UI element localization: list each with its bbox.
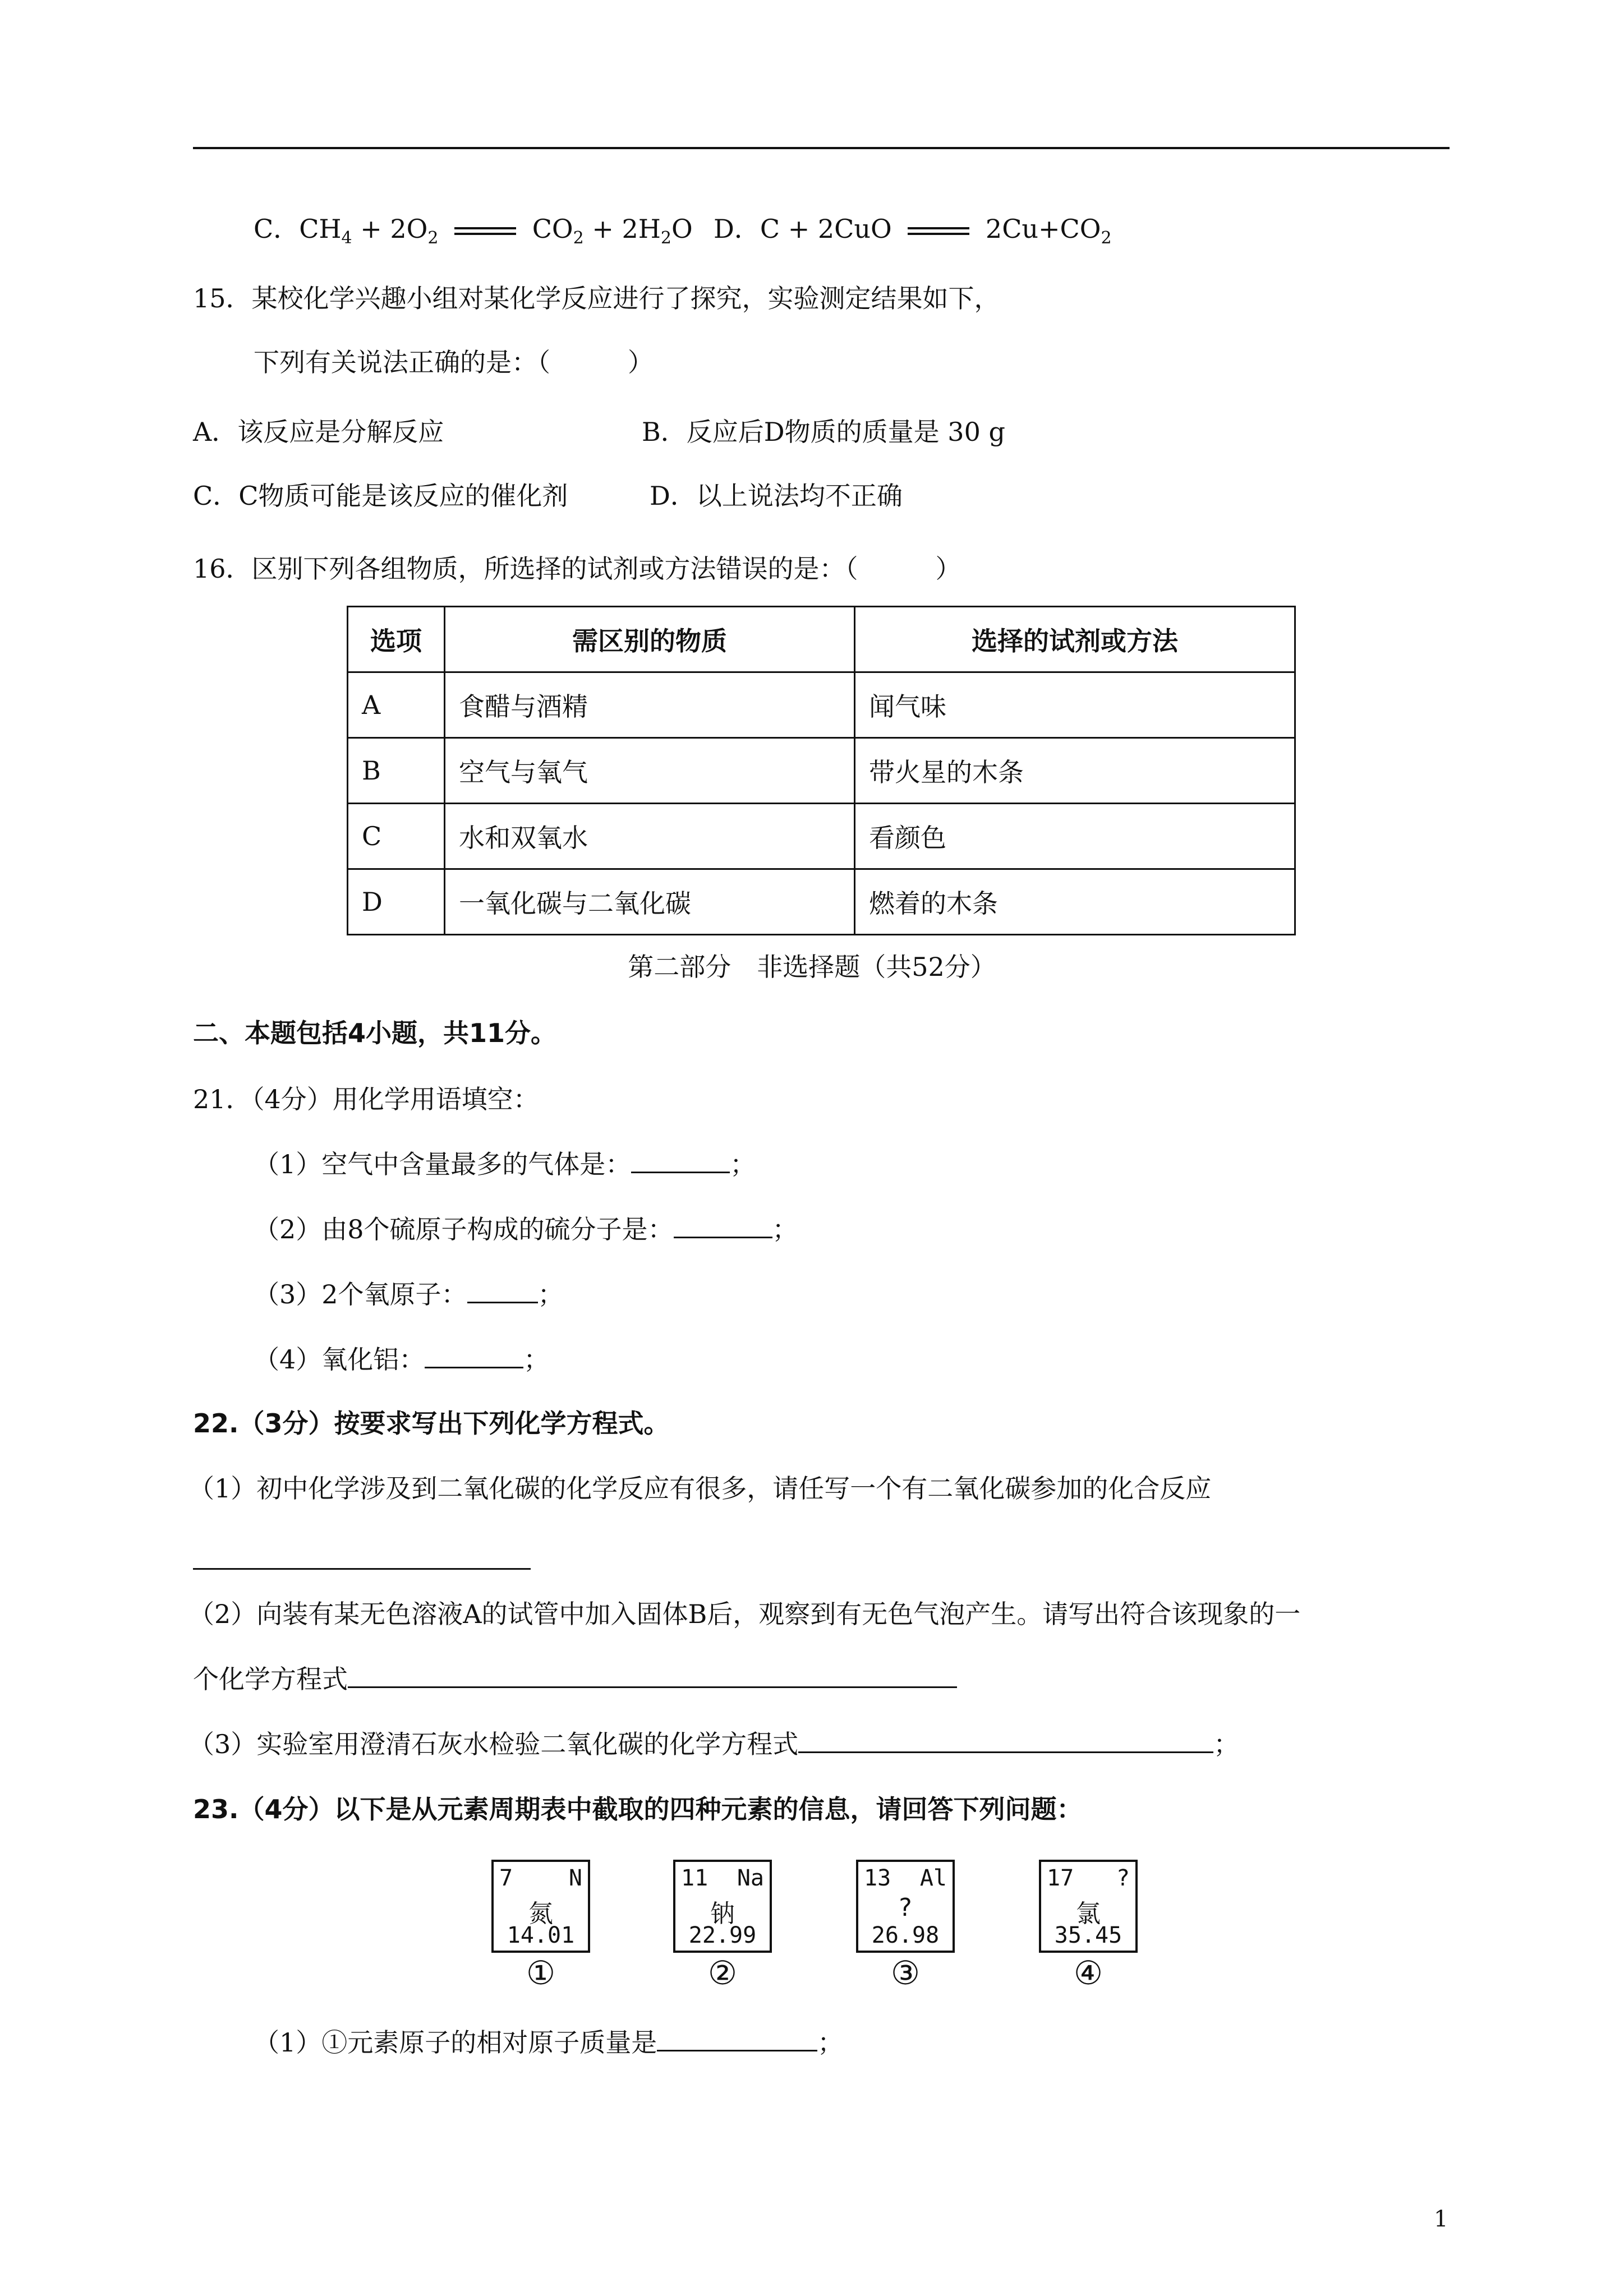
- table-cell: B: [348, 738, 445, 804]
- q22-part-1: （1）初中化学涉及到二氧化碳的化学反应有很多，请任写一个有二氧化碳参加的化合反应: [188, 1473, 1212, 1504]
- q22-part-2a: （2）向装有某无色溶液A的试管中加入固体B后，观察到有无色气泡产生。请写出符合该现象的一: [188, 1599, 1301, 1629]
- element-card-na: 11 Na 钠 22.99: [673, 1860, 772, 1953]
- answer-blank[interactable]: [657, 2027, 817, 2051]
- table-cell: 闻气味: [855, 672, 1295, 738]
- table-cell: D: [348, 869, 445, 935]
- q21-stem: 21．（4分）用化学用语填空：: [193, 1084, 539, 1114]
- q15-option-a: A．该反应是分解反应: [193, 417, 444, 447]
- q15-option-c: C．C物质可能是该反应的催化剂: [193, 481, 568, 511]
- q14-option-c: C．$CH_4 + 2O_2$ $CO_2 + 2H_2O$: [254, 214, 693, 248]
- table-cell: 一氧化碳与二氧化碳: [445, 869, 855, 935]
- table-cell: C: [348, 804, 445, 869]
- answer-blank[interactable]: [193, 1568, 531, 1570]
- equals-sign-icon: [454, 227, 516, 235]
- equals-sign-icon: [908, 227, 969, 235]
- q23-part-1: （1）①元素原子的相对原子质量是 ；: [254, 2027, 844, 2058]
- table-row: [348, 804, 1295, 869]
- q21-part-1: （1）空气中含量最多的气体是： ；: [254, 1149, 756, 1179]
- table-header-cell: 需区别的物质: [445, 607, 855, 672]
- header-rule: [193, 147, 1450, 149]
- q21-part-2: （2）由8个硫原子构成的硫分子是： ；: [254, 1214, 798, 1244]
- q21-part-4: （4）氧化铝： ；: [254, 1344, 550, 1375]
- answer-blank[interactable]: [798, 1729, 1213, 1753]
- element-card-n: 7 N 氮 14.01: [491, 1860, 590, 1953]
- page-number: 1: [1434, 2206, 1448, 2232]
- answer-blank[interactable]: [348, 1664, 957, 1688]
- q21-part-3: （3）2个氧原子： ；: [254, 1279, 564, 1310]
- element-card-al: 13 Al ? 26.98: [856, 1860, 955, 1953]
- table-row: [348, 869, 1295, 935]
- table-header-cell: 选项: [348, 607, 445, 672]
- q16-table: [347, 606, 1296, 935]
- table-header-cell: 选择的试剂或方法: [855, 607, 1295, 672]
- q15-option-d: D．以上说法均不正确: [650, 481, 903, 511]
- table-cell: 带火星的木条: [855, 738, 1295, 804]
- q15-stem: 15．某校化学兴趣小组对某化学反应进行了探究，实验测定结果如下，: [193, 283, 1000, 313]
- answer-blank[interactable]: [631, 1149, 730, 1173]
- q16-stem: 16．区别下列各组物质，所选择的试剂或方法错误的是：（ ）: [193, 554, 961, 584]
- table-row: [348, 672, 1295, 738]
- table-header-row: [348, 607, 1295, 672]
- table-row: [348, 738, 1295, 804]
- q22-part-2b: 个化学方程式: [193, 1662, 957, 1696]
- table-cell: 燃着的木条: [855, 869, 1295, 935]
- answer-blank[interactable]: [674, 1214, 772, 1238]
- marker-2: ②: [708, 1954, 737, 1992]
- q15-stem-2: 下列有关说法正确的是：（ ）: [254, 347, 654, 377]
- q15-option-b: B．反应后D物质的质量是 30 g: [642, 417, 1005, 447]
- element-card-cl: 17 ? 氯 35.45: [1039, 1860, 1138, 1953]
- marker-1: ①: [526, 1954, 555, 1992]
- marker-3: ③: [891, 1954, 920, 1992]
- answer-blank[interactable]: [425, 1344, 523, 1368]
- table-cell: A: [348, 672, 445, 738]
- q22-stem: 22.（3分）按要求写出下列化学方程式。: [193, 1408, 670, 1439]
- q14-option-d: D．C + 2CuO $2Cu+CO_2$: [714, 214, 1112, 248]
- section2-title: 二、本题包括4小题，共11分。: [193, 1018, 557, 1048]
- table-cell: 空气与氧气: [445, 738, 855, 804]
- q22-part-3: （3）实验室用澄清石灰水检验二氧化碳的化学方程式 ；: [188, 1729, 1240, 1759]
- answer-blank[interactable]: [467, 1279, 538, 1303]
- table-cell: 食醋与酒精: [445, 672, 855, 738]
- table-cell: 看颜色: [855, 804, 1295, 869]
- q23-stem: 23.（4分）以下是从元素周期表中截取的四种元素的信息，请回答下列问题：: [193, 1794, 1083, 1824]
- part2-title: 第二部分 非选择题（共52分）: [628, 952, 996, 982]
- table-cell: 水和双氧水: [445, 804, 855, 869]
- marker-4: ④: [1074, 1954, 1103, 1992]
